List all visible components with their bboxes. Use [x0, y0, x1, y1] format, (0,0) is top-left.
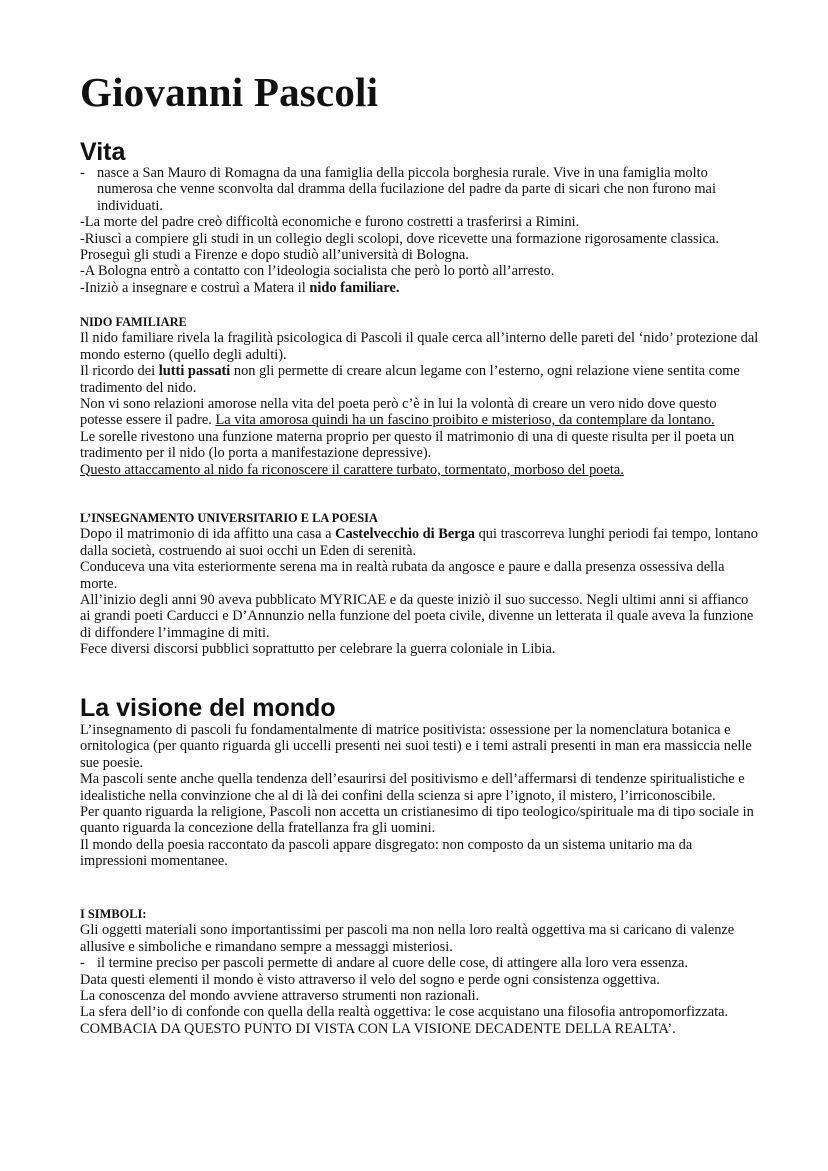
bold-term: nido familiare. — [309, 279, 400, 296]
paragraph — [80, 526, 760, 559]
paragraph: COMBACIA DA QUESTO PUNTO DI VISTA CON LA VISIONE DECADENTE DELLA REALTA’. — [80, 1020, 676, 1037]
underlined-paragraph: Questo attaccamento al nido fa riconoscere il carattere turbato, tormentato, morboso del poeta. — [80, 461, 624, 478]
section-heading-visione: La visione del mondo — [80, 694, 336, 722]
bullet-text: il termine preciso per pascoli permette di andare al cuore delle cose, di attingere alla loro vera essenza. — [97, 955, 688, 972]
paragraph: Fece diversi discorsi pubblici soprattutto per celebrare la guerra coloniale in Libia. — [80, 641, 556, 658]
insegnamento-section — [80, 510, 760, 658]
subheading-simboli: I SIMBOLI: — [80, 907, 147, 921]
vita-body — [80, 165, 760, 296]
underlined-text: La vita amorosa quindi ha un fascino proibito e misterioso, da contemplare da lontano. — [215, 412, 715, 429]
vita-bullet — [80, 165, 760, 214]
simboli-bullet — [80, 955, 760, 971]
vita-line: -Riuscì a compiere gli studi in un collegio degli scolopi, dove ricevette una formazione rigorosamente classica. Proseguì gli studi a Firenze e dopo studiò all’università di Bologna. — [80, 230, 719, 264]
paragraph: La sfera dell’io di confonde con quella della realtà oggettiva: le cose acquistano una filosofia antropomorfizzata. — [80, 1004, 729, 1021]
bold-term: Castelvecchio di Berga — [335, 526, 475, 543]
paragraph: Il nido familiare rivela la fragilità psicologica di Pascoli il quale cerca all’interno delle pareti del ‘nido’ protezione dal mondo esterno (quello degli adulti). — [80, 330, 759, 363]
section-heading-vita: Vita — [80, 138, 126, 166]
paragraph: Conduceva una vita esteriormente serena ma in realtà rubata da angosce e paure e dalla presenza ossessiva della morte. — [80, 559, 725, 592]
vita-line: -A Bologna entrò a contatto con l’ideologia socialista che però lo portò all’arresto. — [80, 263, 555, 280]
subheading-nido: NIDO FAMILIARE — [80, 315, 187, 329]
paragraph: Data questi elementi il mondo è visto attraverso il velo del sogno e perde ogni consistenza oggettiva. — [80, 971, 660, 988]
paragraph: Ma pascoli sente anche quella tendenza dell’esaurirsi del positivismo e dell’affermarsi di tendenze spiritualistiche e idealistiche nella convinzione che al di là dei confini della scienza si apre l’ignoto, il mistero, l’irriconoscibile. — [80, 771, 745, 804]
vita-line — [80, 280, 760, 296]
paragraph: Per quanto riguarda la religione, Pascoli non accetta un cristianesimo di tipo teologico/spirituale ma di tipo sociale in quanto riguarda la concezione della fratellanza fra gli uomini. — [80, 804, 754, 837]
text: Il ricordo dei — [80, 363, 159, 380]
paragraph — [80, 363, 760, 396]
bullet-dash: - — [80, 165, 85, 181]
bold-term: lutti passati — [158, 363, 231, 380]
subheading-insegnamento: L’INSEGNAMENTO UNIVERSITARIO E LA POESIA — [80, 511, 378, 525]
text: Dopo il matrimonio di ida affitto una casa a — [80, 526, 336, 543]
vita-line-text: -Iniziò a insegnare e costruì a Matera il — [80, 279, 310, 296]
text: qui trascorreva lunghi periodi fai tempo, lontano dalla società, costruendo ai suoi occhi un Eden di serenità. — [80, 526, 758, 559]
paragraph: Il mondo della poesia raccontato da pascoli appare disgregato: non composto da un sistema unitario ma da impressioni momentanee. — [80, 836, 693, 870]
bullet-dash: - — [80, 955, 85, 972]
paragraph: La conoscenza del mondo avviene attraverso strumenti non razionali. — [80, 988, 480, 1005]
text: Non vi sono relazioni amorose nella vita del poeta però c’è in lui la volontà di creare un vero nido dove questo potesse essere il padre. — [80, 396, 717, 429]
paragraph: Le sorelle rivestono una funzione materna proprio per questo il matrimonio di una di queste risulta per il poeta un tradimento per il nido (lo porta a manifestazione depressive). — [80, 428, 735, 462]
simboli-section — [80, 906, 760, 1037]
paragraph: Gli oggetti materiali sono importantissimi per pascoli ma non nella loro realtà oggettiva ma si caricano di valenze allusive e simboliche e rimandano sempre a messaggi misteriosi. — [80, 922, 735, 955]
paragraph — [80, 396, 760, 429]
bullet-text: nasce a San Mauro di Romagna da una famiglia della piccola borghesia rurale. Vive in una famiglia molto numerosa che venne sconvolta dal dramma della fucilazione del padre da parte di sicari che non furono mai individuati. — [97, 165, 716, 214]
vita-line: -La morte del padre creò difficoltà economiche e furono costretti a trasferirsi a Rimini. — [80, 214, 580, 231]
page-title: Giovanni Pascoli — [80, 69, 379, 115]
paragraph: All’inizio degli anni 90 aveva pubblicato MYRICAE e da queste iniziò il suo successo. Negli ultimi anni si affianco ai grandi poeti Carducci e D’Annunzio nella funzione del poeta civile, divenne un letterata il quale aveva la funzione di diffondere l’immagine di miti. — [80, 592, 754, 641]
text: non gli permette di creare alcun legame con l’esterno, ogni relazione viene sentita come tradimento del nido. — [80, 363, 740, 396]
visione-body — [80, 722, 760, 870]
paragraph: L’insegnamento di pascoli fu fondamentalmente di matrice positivista: ossessione per la nomenclatura botanica e ornitologica (per quanto riguarda gli uccelli presenti nei suoi testi) e i temi astrali presenti in man era massiccia nelle sue poesie. — [80, 722, 752, 771]
nido-section — [80, 314, 760, 478]
